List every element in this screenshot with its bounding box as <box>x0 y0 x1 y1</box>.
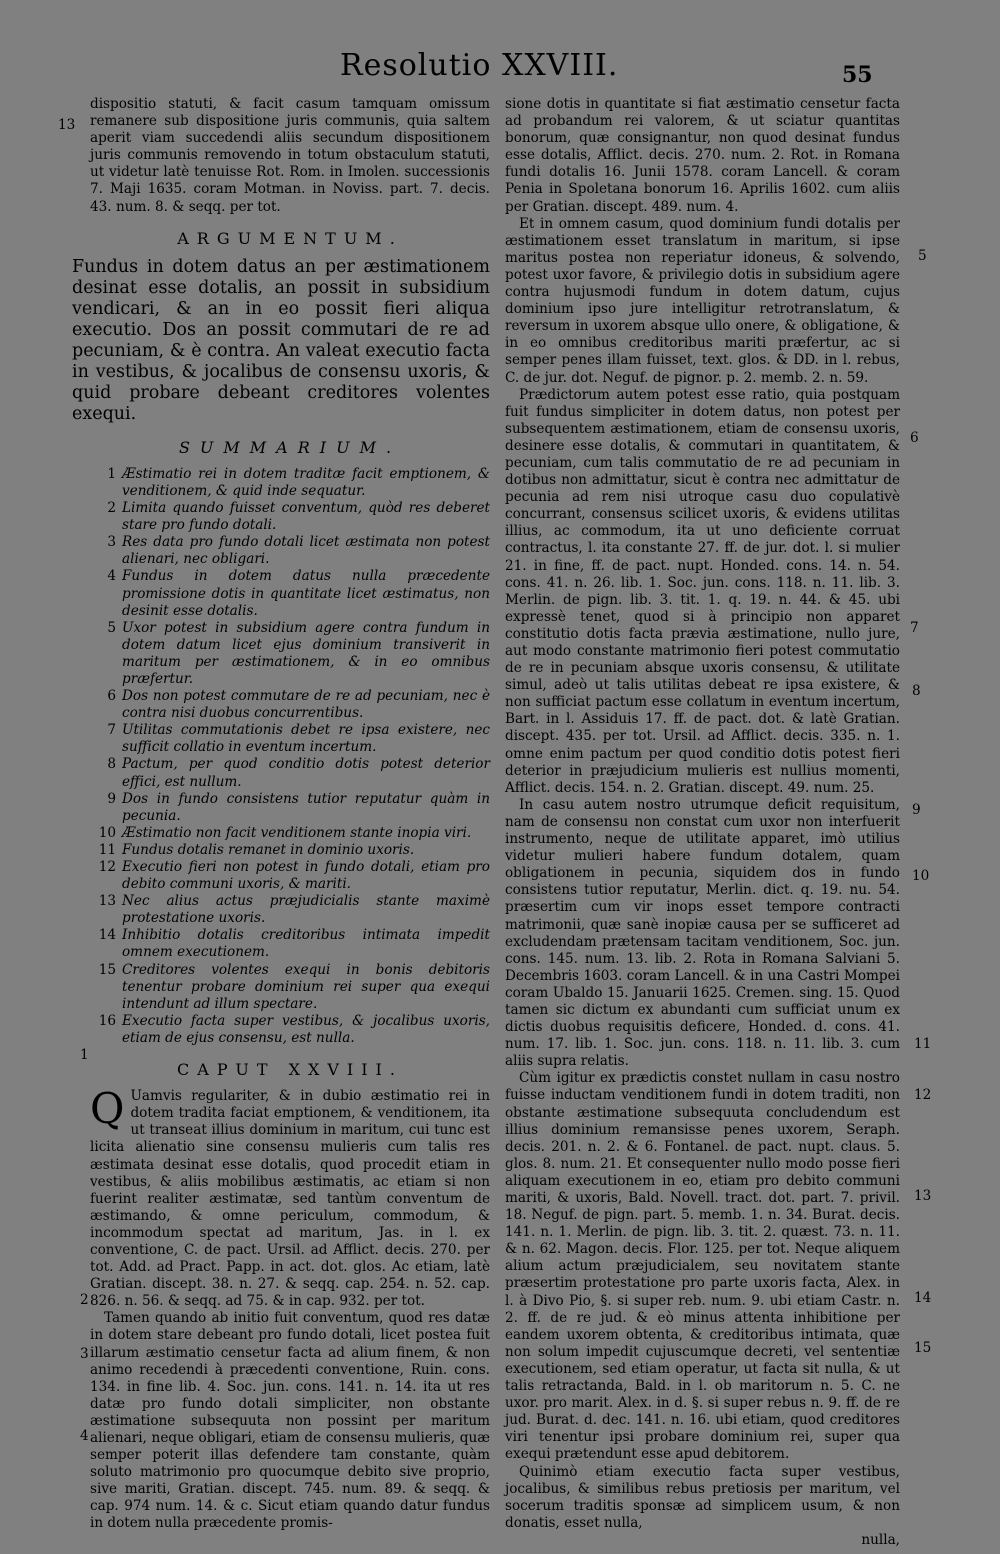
summary-item-number: 14 <box>98 927 116 944</box>
summary-item <box>90 927 490 961</box>
margin-number: 8 <box>912 683 921 699</box>
summary-list <box>90 466 490 1047</box>
margin-number: 7 <box>910 620 919 636</box>
summary-heading: SUMMARIUM. <box>178 437 402 457</box>
summary-item-text: Executio fieri non potest in fundo dotali, etiam pro debito communi uxoris, & mariti. <box>122 859 490 893</box>
summary-item-text: Pactum, per quod conditio dotis potest deterior effici, est nullum. <box>122 756 490 790</box>
summary-item <box>90 534 490 568</box>
summary-item-number: 12 <box>98 859 116 875</box>
summary-item-text: Limita quando fuisset conventum, quòd res deberet stare pro fundo dotali. <box>122 500 490 534</box>
chapter-paragraph: Tamen quando ab initio fuit conventum, quod res datæ in dotem stare debeant pro fundo dotali, licet postea fuit illarum æstimatio censetur facta ad alium finem, & non animo recedendi à præcedenti conventione, Ruin. cons. 134. in fine lib. 4. Soc. jun. cons. 141. n. 14. ita ut res datæ pro fundo dotali simpliciter, non obstante æstimatione subsequuta non possint per maritum alienari, neque obligari, etiam de consensu mulieris, quæ semper poterit illas defendere tam constante, quàm soluto matrimonio pro quocumque debito sive proprio, sive mariti, Gratian. discept. 745. num. 89. & seqq. & cap. 974 num. 14. & c. Sicut etiam quando datur fundus in dotem nulla præcedente promis- <box>90 1310 490 1532</box>
body-paragraph: Cùm igitur ex prædictis constet nullam in casu nostro fuisse inductam venditionem fundi in dotem traditi, non obstante æstimatione subsequuta concludendum est illius dominium remansisse penes uxorem, Seraph. decis. 201. n. 2. & 6. Fontanel. de pact. nupt. claus. 5. glos. 8. num. 21. Et consequenter nullo modo posse fieri aliquam executionem in eo, etiam pro debito communi mariti, & uxoris, Bald. Novell. tract. dot. part. 7. privil. 18. Neguf. de pign. part. 5. memb. 1. n. 34. Burat. decis. 141. n. 1. Merlin. de pign. lib. 3. tit. 2. quæst. 73. n. 11. & n. 62. Magon. decis. Flor. 125. per tot. Neque aliquem alium actum præjudicialem, seu novitatem stante præsertim protestatione pro parte uxoris facta, Alex. in l. à Divo Pio, §. si super reb. num. 9. ubi etiam Castr. n. 2. ff. de re jud. & eò minus attenta inhibitione per eandem uxorem obtenta, & creditoribus intimata, quæ non solum impedit cujuscumque decreti, vel sententiæ executionem, sed etiam operatur, ut facta sit nulla, & ut talis retractanda, Bald. in l. ob maritorum n. 5. C. ne uxor. pro marit. Alex. in d. §. si super rebus n. 9. ff. de re jud. Burat. d. dec. 141. n. 16. ubi etiam, quod creditores viri tenentur ipsi probare dominium rei, super qua exequi prætendunt esse apud debitorem. <box>505 1070 900 1463</box>
summary-item-text: Æstimatio rei in dotem traditæ facit emptionem, & venditionem, & quid inde sequatur. <box>122 465 490 499</box>
summary-item-number: 8 <box>107 756 116 773</box>
summary-item-text: Fundus in dotem datus nulla præcedente promissione dotis in quantitate licet æstimatus, non desinit esse dotalis. <box>122 568 490 619</box>
opening-paragraph: dispositio statuti, & facit casum tamquam omissum remanere sub dispositione juris communis, quia saltem aperit viam succedendi aliis secundum dispositionem juris communis removendo in totum obstaculum statuti, ut videtur latè tenuisse Rot. Rom. in Imolen. successionis 7. Maji 1635. coram Motman. in Noviss. part. 7. decis. 43. num. 8. & seqq. per tot. <box>90 96 490 215</box>
margin-number: 13 <box>914 1188 932 1204</box>
body-paragraph: Quinimò etiam executio facta super vestibus, jocalibus, & similibus rebus pretiosis per maritum, vel socerum traditis sponsæ ad simplicem usum, & non donatis, esset nulla, <box>505 1463 900 1531</box>
summary-item-number: 9 <box>107 790 116 807</box>
left-column <box>72 96 490 1533</box>
summary-item-text: Uxor potest in subsidium agere contra fundum in dotem datum licet ejus dominium transiverit in maritum per æstimationem, & in eo omnibus præfertur. <box>122 619 490 687</box>
summary-item-text: Executio facta super vestibus, & jocalibus uxoris, etiam de ejus consensu, est nulla. <box>122 1012 490 1046</box>
summary-item-text: Utilitas commutationis debet re ipsa existere, nec sufficit collatio in eventum incertum. <box>122 722 490 756</box>
summary-item <box>90 825 490 842</box>
summary-item <box>90 568 490 619</box>
body-paragraph: In casu autem nostro utrumque deficit requisitum, nam de consensu non constat cum uxor non interfuerit instrumento, neque de utilitate apparet, imò utilius videtur mulieri habere fundum dotalem, quam obligationem in pecunia, siquidem dos in fundo consistens tutior reputatur, Merlin. dict. q. 19. nu. 54. præsertim cum vir inops esset tempore contracti matrimonii, quæ sanè inopiæ causa per se sufficeret ad excludendam prætensam tacitam venditionem, Soc. jun. cons. 145. num. 13. lib. 2. Rota in Romana Salviani 5. Decembris 1603. coram Lancell. & in una Castri Mompei coram Ubaldo 15. Januarii 1625. Cremen. sing. 15. Quod tamen sic dictum ex abundanti cum sufficiat unum ex dictis duobus requisitis deficere, Honded. d. cons. 41. num. 17. lib. 1. Soc. jun. cons. 118. n. 11. lib. 3. cum aliis supra relatis. <box>505 796 900 1070</box>
summary-item <box>90 1013 490 1047</box>
margin-number: 4 <box>80 1428 89 1444</box>
summary-item-text: Inhibitio dotalis creditoribus intimata impedit omnem executionem. <box>122 927 490 961</box>
body-paragraph: sione dotis in quantitate si fiat æstimatio censetur facta ad probandum rei valorem, & ut sciatur quantitas bonorum, quæ consignantur, non quod desinat fundus esse dotalis, Afflict. decis. 270. num. 2. Rot. in Romana fundi dotalis 16. Junii 1578. coram Lancell. & coram Penia in Spoletana bonorum 16. Aprilis 1602. cum aliis per Gratian. discept. 489. num. 4. <box>505 96 900 215</box>
catchword: nulla, <box>861 1531 900 1548</box>
margin-number: 6 <box>910 430 919 446</box>
margin-number: 13 <box>58 117 76 133</box>
summary-item <box>90 688 490 722</box>
summary-item <box>90 791 490 825</box>
summary-item <box>90 962 490 1013</box>
summary-item-number: 13 <box>98 893 116 910</box>
summary-item <box>90 756 490 790</box>
argument-heading: ARGUMENTUM. <box>177 228 403 248</box>
summary-item-text: Æstimatio non facit venditionem stante inopia viri. <box>122 824 472 841</box>
margin-number: 9 <box>912 802 921 818</box>
chapter-heading: CAPUT XXVIII. <box>177 1060 403 1080</box>
summary-item-text: Dos non potest commutare de re ad pecuniam, nec è contra nisi duobus concurrentibus. <box>122 688 490 722</box>
summary-item-text: Creditores volentes exequi in bonis debitoris tenentur probare dominium rei super qua exequi intendunt ad illum spectare. <box>122 961 490 1012</box>
summary-item-number: 16 <box>98 1012 116 1029</box>
summary-item-number: 11 <box>98 841 116 858</box>
summary-item <box>90 620 490 688</box>
margin-number: 10 <box>912 868 930 884</box>
margin-number: 14 <box>914 1290 932 1306</box>
chapter-paragraph <box>90 1084 490 1310</box>
summary-item-number: 15 <box>98 961 116 978</box>
margin-number: 2 <box>80 1292 89 1308</box>
running-title: Resolutio XXVIII. <box>340 48 619 83</box>
margin-number: 1 <box>80 1047 89 1063</box>
summary-item-number: 10 <box>98 824 116 841</box>
summary-item-text: Fundus dotalis remanet in dominio uxoris. <box>122 841 415 858</box>
summary-item <box>90 842 490 859</box>
body-paragraph: Prædictorum autem potest esse ratio, quia postquam fuit fundus simpliciter in dotem datus, non potest per subsequentem æstimationem, etiam de consensu uxoris, desinere esse dotalis, & commutari in quantitatem, & pecuniam, cum talis commutatio de re ad pecuniam in dotibus non admittatur, sicut è contra nec admittatur de pecunia ad rem nisi utroque casu duo copulativè concurrant, consensus scilicet uxoris, & evidens utilitas illius, ac commodum, ita ut uno deficiente corruat contractus, l. ita constante 27. ff. de jur. dot. l. si mulier 21. in fine, ff. de pact. nupt. Honded. cons. 14. n. 54. cons. 41. n. 26. lib. 1. Soc. jun. cons. 118. n. 11. lib. 3. Merlin. de pign. lib. 3. tit. 1. q. 19. n. 44. & 45. ubi expressè tenet, quod si à principio non apparet constitutio dotis facta prævia æstimatione, nullo jure, aut modo constante matrimonio fieri potest commutatio de re in pecuniam absque uxoris consensu, & utilitate simul, adeò ut talis utilitas debeat re ipsa existere, & non sufficiat pactum esse collatum in eventum incertum, Bart. in l. Assiduis 17. ff. de pact. dot. & latè Gratian. discept. 435. per tot. Ursil. ad Afflict. decis. 335. n. 1. omne enim pactum per quod conditio dotis potest fieri deterior in præjudicium mulieris est nullius momenti, Afflict. decis. 154. n. 2. Gratian. discept. 49. num. 25. <box>505 386 900 796</box>
summary-item <box>90 722 490 756</box>
margin-number: 15 <box>914 1340 932 1356</box>
summary-item-number: 3 <box>107 534 116 551</box>
margin-number: 5 <box>918 248 927 264</box>
summary-item <box>90 500 490 534</box>
summary-item-text: Res data pro fundo dotali licet æstimata non potest alienari, nec obligari. <box>122 534 490 568</box>
margin-number: 3 <box>80 1346 89 1362</box>
summary-item-number: 6 <box>107 688 116 705</box>
argument-text: Fundus in dotem datus an per æstimationem desinat esse dotalis, an possit in subsidium vendicari, & an in eo possit fieri aliqua executio. Dos an possit commutari de re ad pecuniam, & è contra. An valeat executio facta in vestibus, & jocalibus de consensu uxoris, & quid probare debeant creditores volentes exequi. <box>72 256 490 424</box>
drop-cap: Q <box>90 1084 125 1134</box>
summary-item-number: 7 <box>107 722 116 739</box>
summary-item-number: 2 <box>107 500 116 517</box>
chapter-paragraph-text: Uamvis regulariter, & in dubio æstimatio rei in dotem tradita faciat emptionem, & venditionem, ita ut transeat illius dominium in maritum, cui tunc est licita alienatio sine consensu mulieris cum talis res æstimata desinat esse dotalis, quod procedit etiam in vestibus, & aliis mobilibus æstimatis, ac etiam si non fuerint realiter æstimatæ, sed tantùm conventum de æstimando, & omne periculum, commodum, & incommodum spectat ad maritum, Jas. in l. ex conventione, C. de pact. Ursil. ad Afflict. decis. 270. per tot. Add. ad Pract. Papp. in act. dot. glos. Ac etiam, latè Gratian. discept. 38. n. 27. & seqq. cap. 254. n. 52. cap. 826. n. 56. & seqq. ad 75. & in cap. 932. per tot. <box>90 1088 490 1310</box>
summary-item-number: 1 <box>107 465 116 482</box>
body-paragraph: Et in omnem casum, quod dominium fundi dotalis per æstimationem esset translatum in maritum, si ipse maritus postea non reperiatur idoneus, & solvendo, potest uxor favore, & privilegio dotis in subsidium agere contra hujusmodi fundum in dotem datum, cujus dominium ipso jure intelligitur retrotranslatum, & reversum in uxorem absque ullo onere, & obligatione, & in eo omnibus creditoribus mariti præfertur, ac si semper penes illam fuisset, text. glos. & DD. in l. rebus, C. de jur. dot. Neguf. de pignor. p. 2. memb. 2. n. 59. <box>505 215 900 386</box>
page-number: 55 <box>842 62 873 88</box>
summary-item-text: Dos in fundo consistens tutior reputatur quàm in pecunia. <box>122 790 490 824</box>
summary-item <box>90 466 490 500</box>
page-header <box>0 48 1000 98</box>
summary-item <box>90 859 490 893</box>
summary-item <box>90 893 490 927</box>
right-column <box>505 96 900 1549</box>
margin-number: 12 <box>914 1087 932 1103</box>
summary-item-text: Nec alius actus præjudicialis stante maximè protestatione uxoris. <box>122 893 490 927</box>
summary-item-number: 5 <box>107 619 116 636</box>
summary-item-number: 4 <box>107 568 116 585</box>
margin-number: 11 <box>914 1036 932 1052</box>
